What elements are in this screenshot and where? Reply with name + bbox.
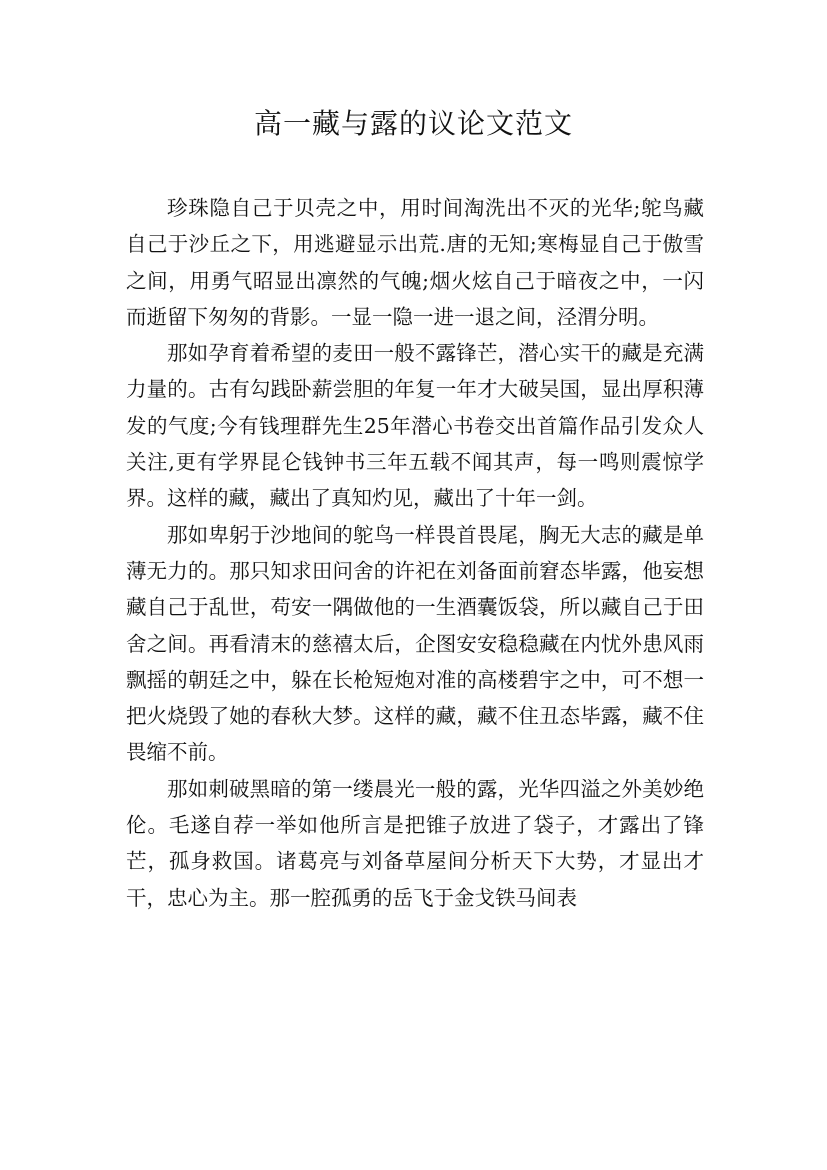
document-title: 高一藏与露的议论文范文 [253, 107, 573, 140]
paragraph: 那如刺破黑暗的第一缕晨光一般的露，光华四溢之外美妙绝伦。毛遂自荐一举如他所言是把锥子放进了袋子，才露出了锋芒，孤身救国。诸葛亮与刘备草屋间分析天下大势，才显出才干，忠心为主。那一腔孤勇的岳飞于金戈铁马间表 [126, 776, 704, 910]
paragraph: 那如孕育着希望的麦田一般不露锋芒，潜心实干的藏是充满力量的。古有勾践卧薪尝胆的年复一年才大破吴国，显出厚积薄发的气度;今有钱理群先生25年潜心书卷交出首篇作品引发众人关注,更有学界昆仑钱钟书三年五载不闻其声，每一鸣则震惊学界。这样的藏，藏出了真知灼见，藏出了十年一剑。 [126, 341, 704, 511]
document-body [126, 190, 704, 916]
paragraph: 那如卑躬于沙地间的鸵鸟一样畏首畏尾，胸无大志的藏是单薄无力的。那只知求田问舍的许祀在刘备面前窘态毕露，他妄想藏自己于乱世，苟安一隅做他的一生酒囊饭袋，所以藏自己于田舍之间。再看清末的慈禧太后，企图安安稳稳藏在内忧外患风雨飘摇的朝廷之中，躲在长枪短炮对准的高楼碧宇之中，可不想一把火烧毁了她的春秋大梦。这样的藏，藏不住丑态毕露，藏不住畏缩不前。 [126, 522, 704, 765]
paragraph: 珍珠隐自己于贝壳之中，用时间淘洗出不灭的光华;鸵鸟藏自己于沙丘之下，用逃避显示出荒.唐的无知;寒梅显自己于傲雪之间，用勇气昭显出凛然的气魄;烟火炫自己于暗夜之中，一闪而逝留下匆匆的背影。一显一隐一进一退之间，泾渭分明。 [126, 196, 704, 329]
